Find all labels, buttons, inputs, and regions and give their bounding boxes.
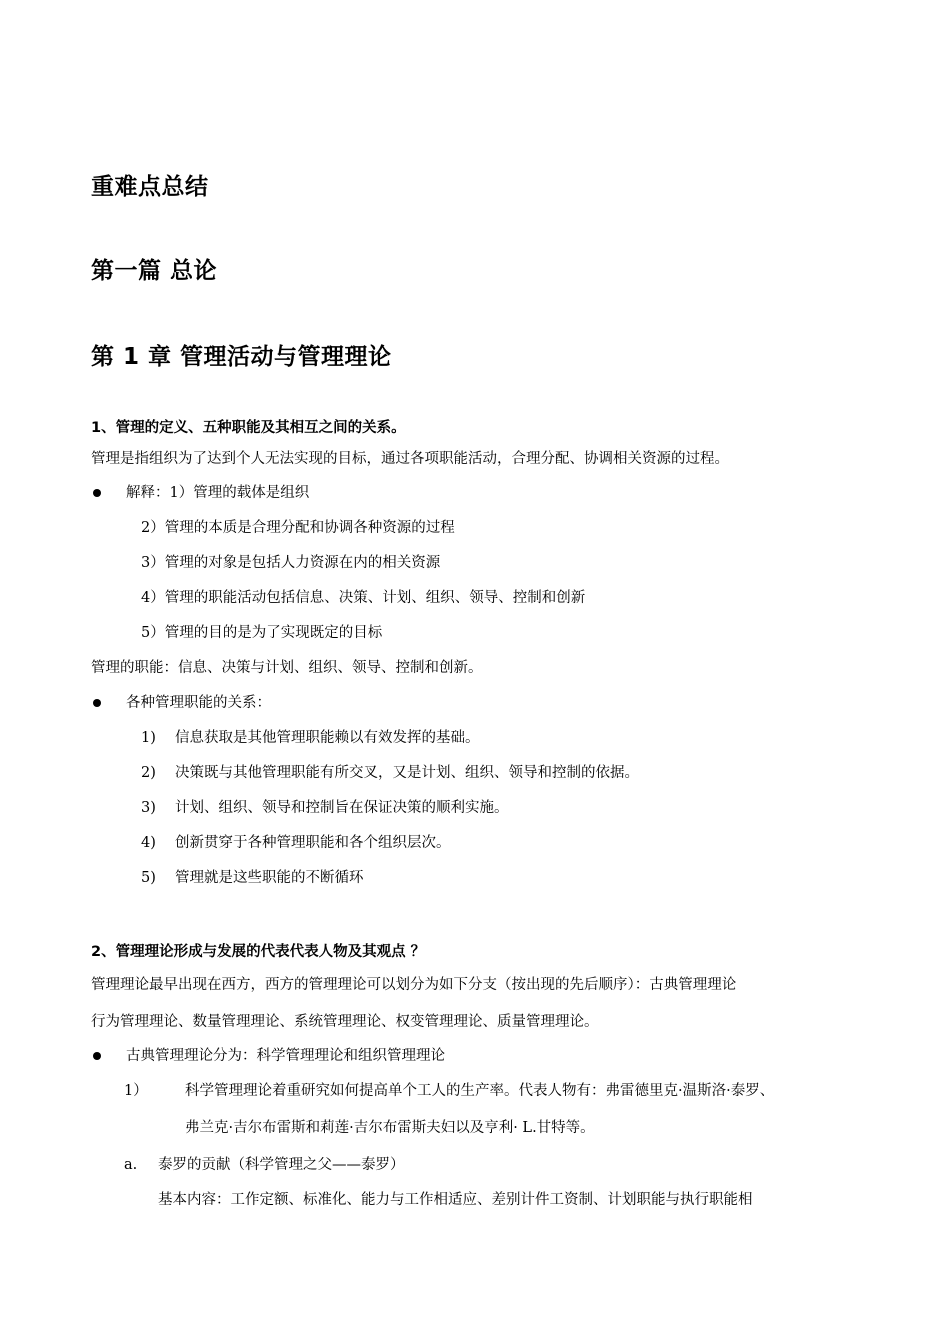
explanation-item: 4）管理的职能活动包括信息、决策、计划、组织、领导、控制和创新: [141, 590, 586, 606]
explanation-item: 2）管理的本质是合理分配和协调各种资源的过程: [141, 520, 455, 536]
section-2-heading: 2、管理理论形成与发展的代表代表人物及其观点 ？: [91, 944, 426, 960]
part-title: 第一篇 总论: [91, 258, 218, 284]
sub-item-label: a.: [124, 1157, 138, 1173]
item-number: 1）: [124, 1083, 148, 1099]
taylor-contribution: 泰罗的贡献（科学管理之父——泰罗）: [158, 1157, 405, 1173]
relation-number: 2): [141, 765, 156, 781]
bullet-icon: [93, 699, 101, 707]
definition-text: 管理是指组织为了达到个人无法实现的目标，通过各项职能活动，合理分配、协调相关资源的过程。: [91, 451, 729, 467]
relation-number: 3): [141, 800, 156, 816]
bullet-icon: [93, 489, 101, 497]
explanation-item: 5）管理的目的是为了实现既定的目标: [141, 625, 383, 641]
intro-line: 管理理论最早出现在西方，西方的管理理论可以划分为如下分支（按出现的先后顺序）：古典管理理论: [91, 977, 737, 993]
functions-text: 管理的职能：信息、决策与计划、组织、领导、控制和创新。: [91, 660, 483, 676]
explanation-line: 解释：1）管理的载体是组织: [126, 485, 310, 501]
relation-text: 信息获取是其他管理职能赖以有效发挥的基础。: [175, 730, 480, 746]
relation-text: 创新贯穿于各种管理职能和各个组织层次。: [175, 835, 451, 851]
explanation-item: 3）管理的对象是包括人力资源在内的相关资源: [141, 555, 441, 571]
section-1-heading: 1、管理的定义、五种职能及其相互之间的关系。: [91, 420, 406, 436]
relation-number: 4): [141, 835, 156, 851]
scientific-management-line: 科学管理理论着重研究如何提高单个工人的生产率。代表人物有：弗雷德里克·温斯洛·泰罗、: [185, 1083, 775, 1099]
relation-text: 计划、组织、领导和控制旨在保证决策的顺利实施。: [175, 800, 509, 816]
basic-content-text: 基本内容：工作定额、标准化、能力与工作相适应、差别计件工资制、计划职能与执行职能相: [158, 1192, 753, 1208]
relations-heading: 各种管理职能的关系：: [126, 695, 271, 711]
relation-text: 管理就是这些职能的不断循环: [175, 870, 364, 886]
relation-text: 决策既与其他管理职能有所交叉，又是计划、组织、领导和控制的依据。: [175, 765, 639, 781]
bullet-icon: [93, 1052, 101, 1060]
intro-line: 行为管理理论、数量管理理论、系统管理理论、权变管理理论、质量管理理论。: [91, 1014, 599, 1030]
classic-theory-text: 古典管理理论分为：科学管理理论和组织管理理论: [126, 1048, 445, 1064]
relation-number: 5): [141, 870, 156, 886]
chapter-title: 第 1 章 管理活动与管理理论: [91, 344, 392, 370]
document-title: 重难点总结: [91, 174, 209, 200]
scientific-management-line: 弗兰克·吉尔布雷斯和莉莲·吉尔布雷斯夫妇以及亨利· L.甘特等。: [185, 1120, 595, 1136]
relation-number: 1): [141, 730, 156, 746]
